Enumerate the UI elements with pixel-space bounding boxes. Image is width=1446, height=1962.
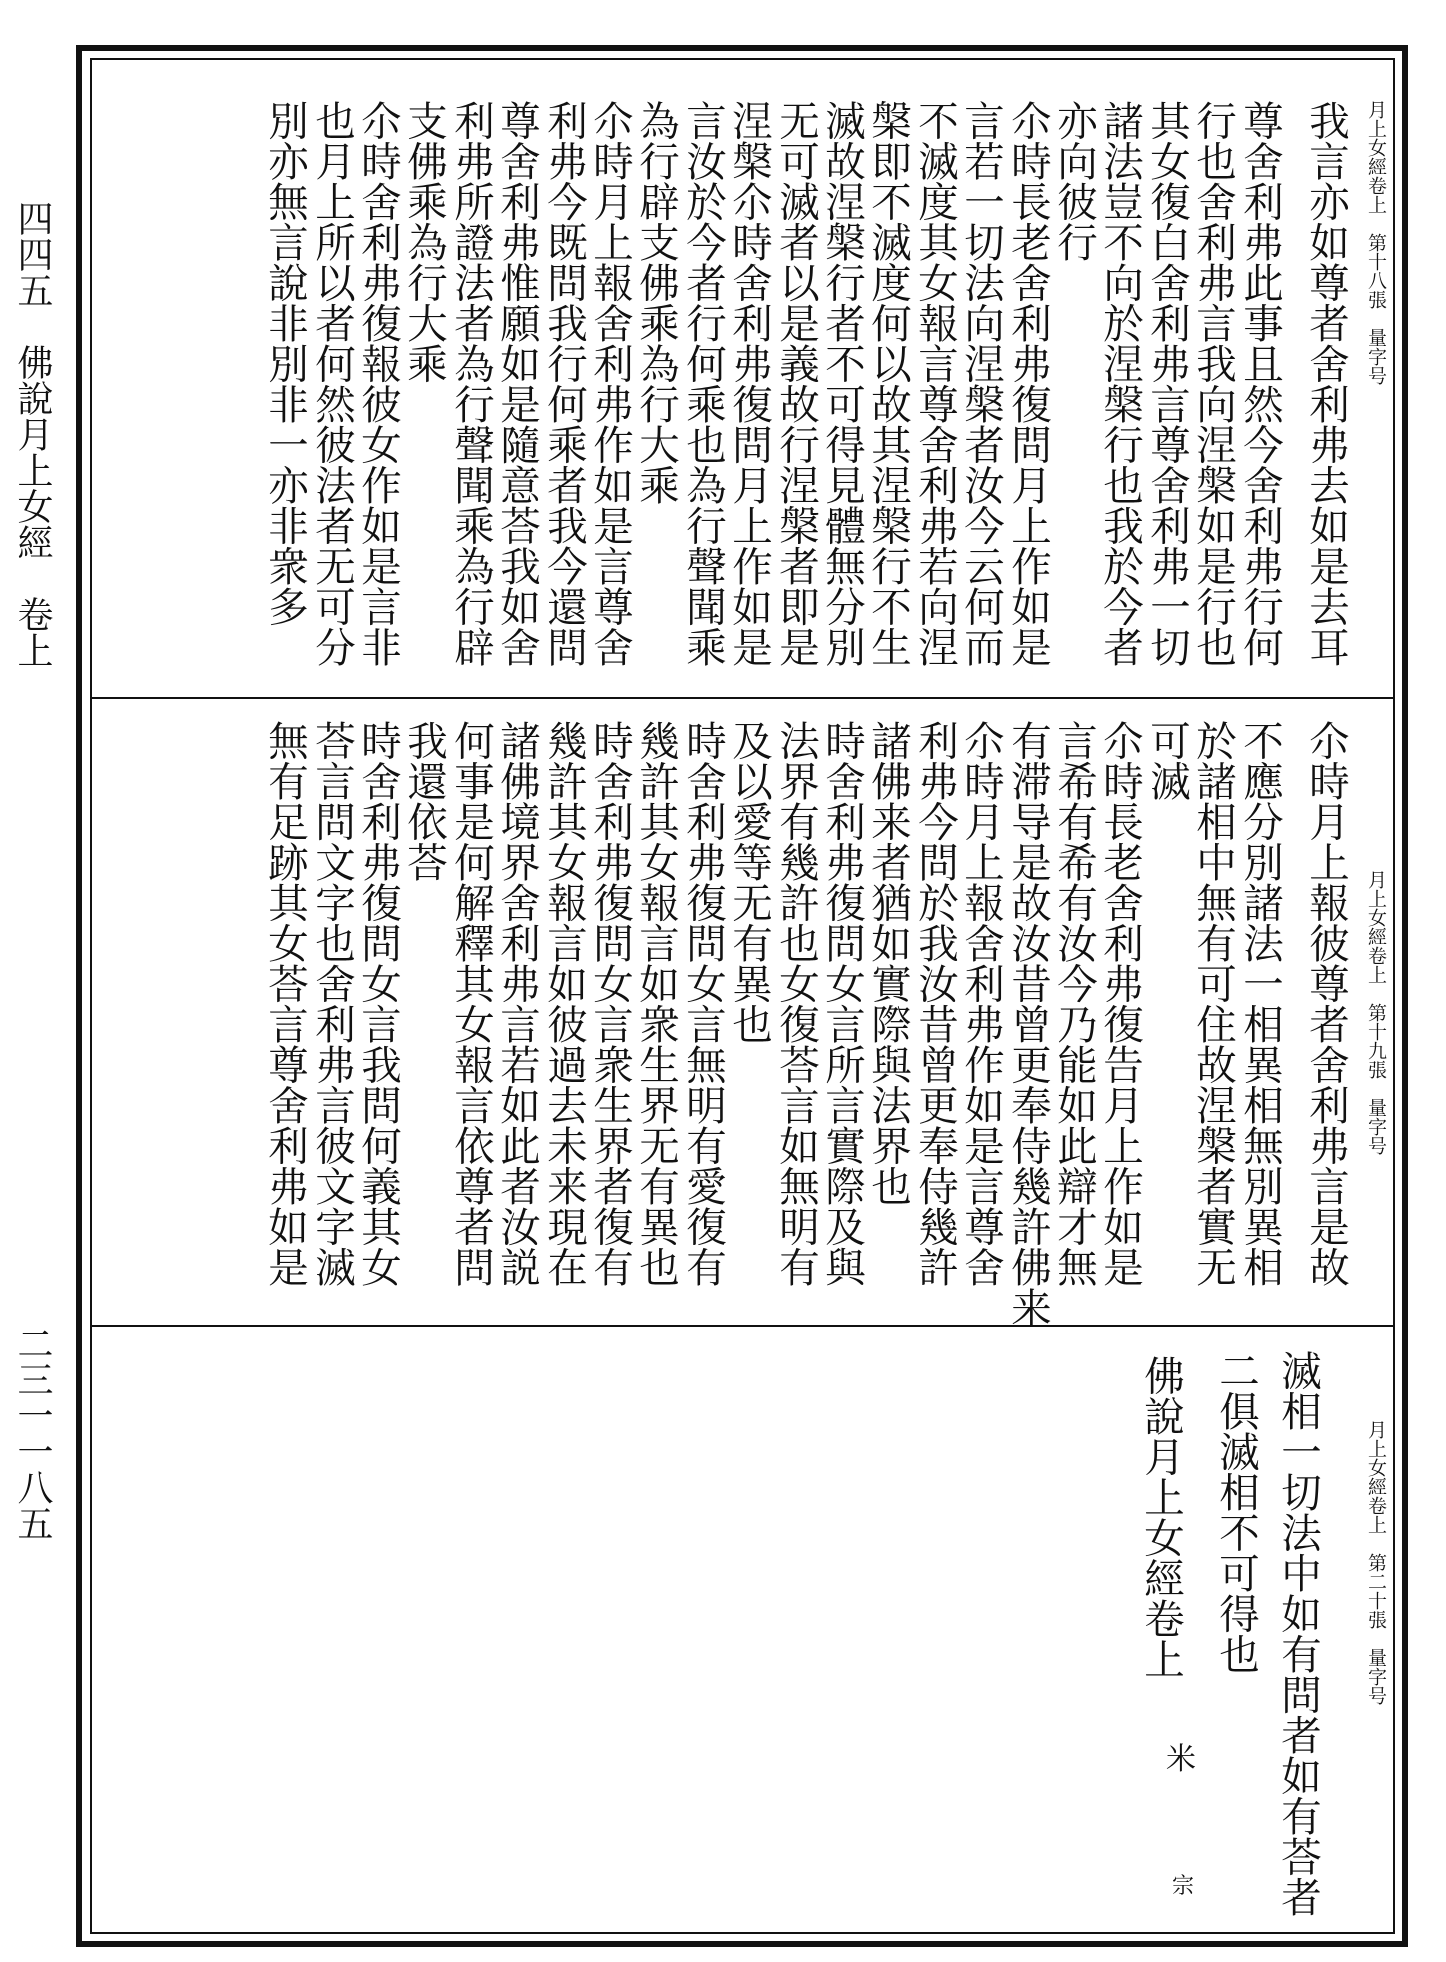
text-column: 尊舍利弗此事且然今舍利弗行何 (1236, 100, 1284, 667)
text-column: 時舍利弗復問女言無明有愛復有 (679, 720, 727, 1287)
text-column: 行也舍利弗言我向涅槃如是行也 (1189, 100, 1237, 667)
text-column: 尒時長老舍利弗復問月上作如是 (1004, 100, 1052, 667)
text-column: 別亦無言說非別非一亦非衆多 (261, 100, 309, 627)
text-column: 支佛乘為行大乘 (400, 100, 448, 384)
text-column: 二俱滅相不可得也 (1212, 1350, 1260, 1674)
small-mark: 宗 (1172, 1874, 1195, 1899)
text-column: 可滅 (1143, 720, 1191, 801)
text-column: 為行辟支佛乘為行大乘 (632, 100, 680, 505)
end-title: 佛說月上女經卷上 (1137, 1355, 1185, 1679)
text-column: 我言亦如尊者舍利弗去如是去耳 (1302, 100, 1350, 667)
text-column: 亦向彼行 (1050, 100, 1098, 262)
text-column: 不滅度其女報言尊舍利弗若向涅 (911, 100, 959, 667)
text-column: 也月上所以者何然彼法者无可分 (308, 100, 356, 667)
text-column: 言希有希有汝今乃能如此辯才無 (1050, 720, 1098, 1287)
text-column: 及以愛等无有異也 (725, 720, 773, 1044)
text-column: 其女復白舍利弗言尊舍利弗一切 (1143, 100, 1191, 667)
text-column: 利弗今問於我汝昔曾更奉侍幾許 (911, 720, 959, 1287)
text-column: 幾許其女報言如彼過去未来現在 (540, 720, 588, 1287)
text-column: 不應分別諸法一相異相無別異相 (1236, 720, 1284, 1287)
text-column: 槃即不滅度何以故其涅槃行不生 (864, 100, 912, 667)
text-column: 時舍利弗復問女言衆生界者復有 (586, 720, 634, 1287)
text-column: 尒時長老舍利弗復告月上作如是 (1096, 720, 1144, 1287)
end-marker: 米 (1166, 1742, 1196, 1777)
text-column: 何事是何解釋其女報言依尊者問 (447, 720, 495, 1287)
panel-divider-1 (90, 697, 1395, 699)
text-column: 言若一切法向涅槃者汝今云何而 (957, 100, 1005, 667)
text-column: 涅槃尒時舍利弗復問月上作如是 (725, 100, 773, 667)
text-column: 諸佛境界舍利弗言若如此者汝説 (493, 720, 541, 1287)
margin-page-number: 二三一一八五 (12, 1325, 53, 1541)
text-column: 尒時月上報彼尊者舍利弗言是故 (1302, 720, 1350, 1287)
text-column: 於諸相中無有可住故涅槃者實无 (1189, 720, 1237, 1287)
margin-title: 四四五 佛說月上女經 卷上 (12, 200, 53, 668)
text-column: 无可滅者以是義故行涅槃者即是 (772, 100, 820, 667)
text-column: 滅故涅槃行者不可得見體無分別 (818, 100, 866, 667)
text-column: 時舍利弗復問女言我問何義其女 (354, 720, 402, 1287)
text-column: 尒時月上報舍利弗作如是言尊舍 (957, 720, 1005, 1287)
text-column: 無有足跡其女荅言尊舍利弗如是 (261, 720, 309, 1287)
panel-header: 月上女經卷上 第十八張 量字号 (1365, 100, 1387, 385)
panel-header: 月上女經卷上 第二十張 量字号 (1365, 1420, 1387, 1705)
panel-divider-2 (90, 1325, 1395, 1327)
text-column: 幾許其女報言如衆生界无有異也 (632, 720, 680, 1287)
text-column: 法界有幾許也女復荅言如無明有 (772, 720, 820, 1287)
text-column: 諸法豈不向於涅槃行也我於今者 (1096, 100, 1144, 667)
text-column: 尊舍利弗惟願如是隨意荅我如舍 (493, 100, 541, 667)
text-column: 時舍利弗復問女言所言實際及與 (818, 720, 866, 1287)
text-column: 尒時舍利弗復報彼女作如是言非 (354, 100, 402, 667)
text-column: 尒時月上報舍利弗作如是言尊舍 (586, 100, 634, 667)
text-column: 荅言問文字也舍利弗言彼文字滅 (308, 720, 356, 1287)
text-column: 利弗所證法者為行聲聞乘為行辟 (447, 100, 495, 667)
text-column: 諸佛来者猶如實際與法界也 (864, 720, 912, 1206)
text-column: 利弗今既問我行何乘者我今還問 (540, 100, 588, 667)
text-column: 滅相一切法中如有問者如有荅者 (1274, 1350, 1322, 1917)
text-column: 我還依荅 (400, 720, 448, 882)
text-column: 言汝於今者行何乘也為行聲聞乘 (679, 100, 727, 667)
panel-header: 月上女經卷上 第十九張 量字号 (1365, 870, 1387, 1155)
text-column: 有滞导是故汝昔曾更奉侍幾許佛来 (1004, 720, 1052, 1328)
